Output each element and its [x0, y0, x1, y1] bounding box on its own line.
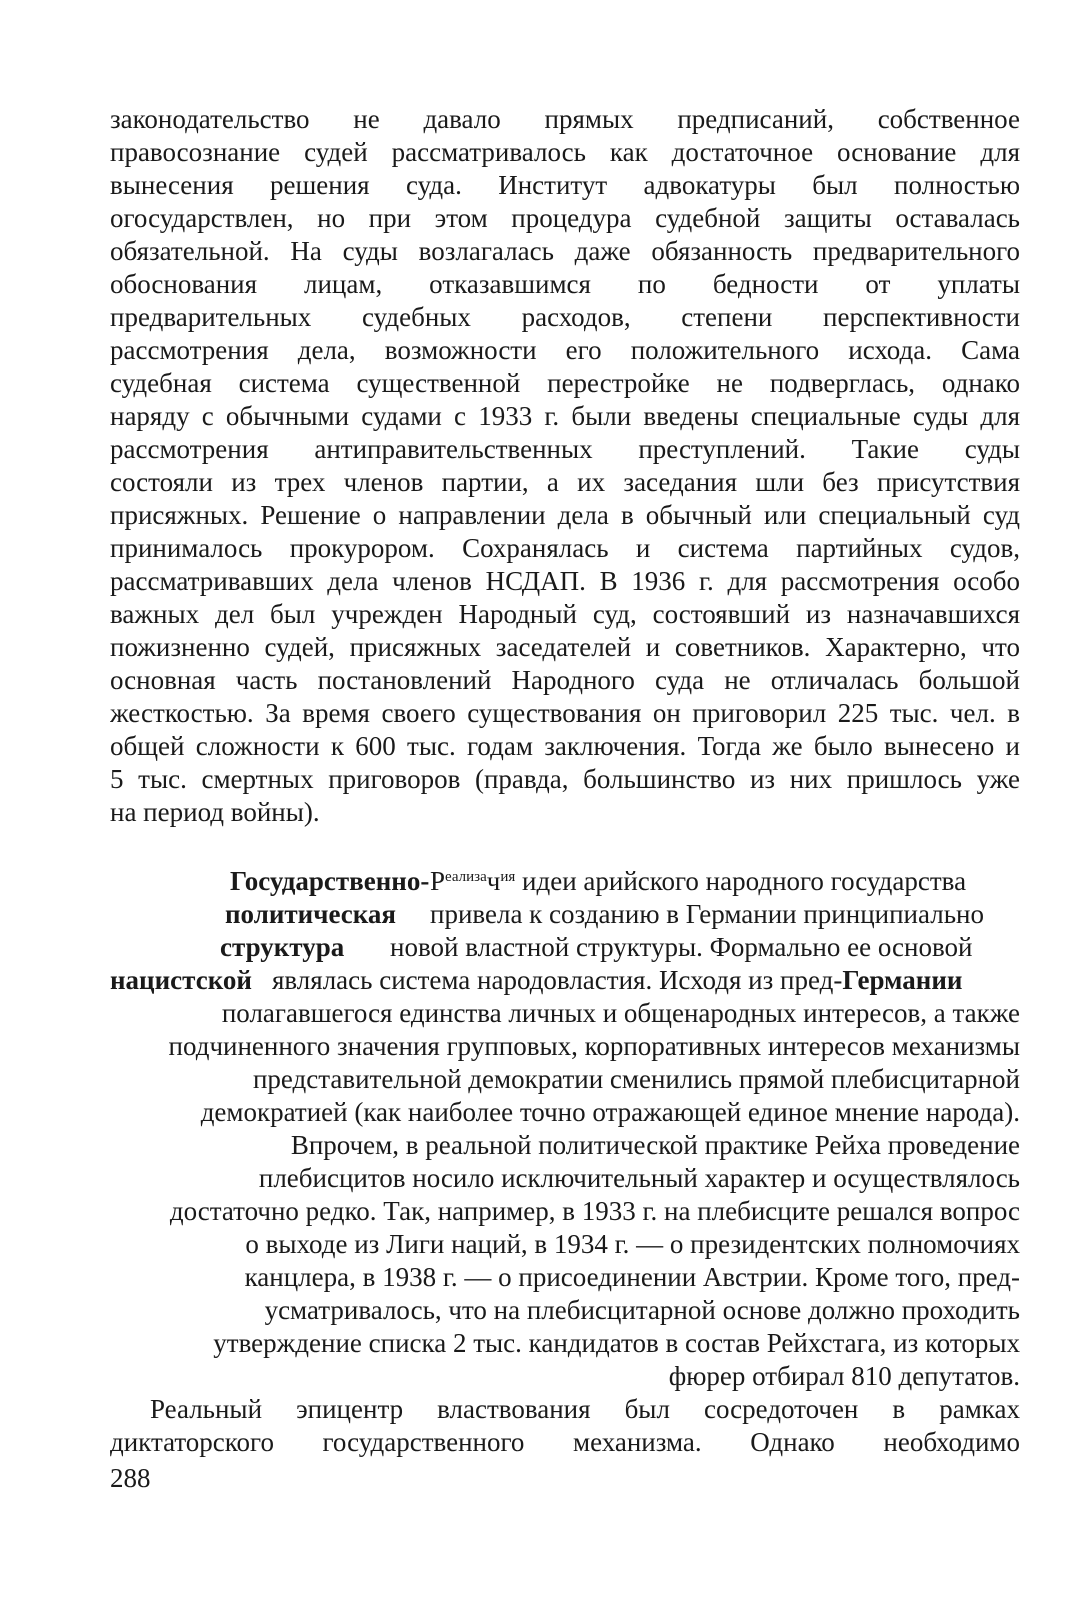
text-line: диктаторского государственного механизма. Однако необходимо [110, 1427, 1020, 1457]
text-line: канцлера, в 1938 г. — о присоединении Австрии. Кроме того, пред- [244, 1262, 1020, 1292]
section-text: привела к созданию в Германии принципиально [430, 899, 984, 929]
section-line [110, 865, 1020, 898]
text-line: присяжных. Решение о направлении дела в обычный или специальный суд [110, 500, 1020, 530]
text-line: важных дел был учрежден Народный суд, состоявший из назначавшихся [110, 599, 1020, 629]
text-line: на период войны). [110, 797, 320, 827]
section-label-part: структура [220, 932, 345, 962]
text-line: полагавшегося единства личных и общенародных интересов, а также [221, 998, 1020, 1028]
section-text-sup: еализа [445, 869, 487, 885]
text-line: усматривалось, что на плебисцитарной основе должно проходить [264, 1295, 1020, 1325]
text-line: о выходе из Лиги наций, в 1934 г. — о президентских полномочиях [245, 1229, 1020, 1259]
section-text-ch: ч [486, 866, 501, 896]
text-line: жесткостью. За время своего существования он приговорил 225 тыс. чел. в [110, 698, 1020, 728]
text-line: рассмотрения дела, возможности его положительного исхода. Сама [110, 335, 1020, 365]
text-line: Реальный эпицентр властвования был сосредоточен в рамках [150, 1394, 1020, 1424]
text-line: утверждение списка 2 тыс. кандидатов в состав Рейхстага, из которых [213, 1328, 1020, 1358]
text-line: представительной демократии сменились прямой плебисцитарной [252, 1064, 1020, 1094]
text-line: обязательной. На суды возлагалась даже обязанность предварительного [110, 236, 1020, 266]
text-line: демократией (как наиболее точно отражающей единое мнение народа). [200, 1097, 1020, 1127]
section-line [110, 964, 1020, 997]
section-text-rest: идеи арийского народного государства [515, 866, 967, 896]
section-text-sup: ия [500, 869, 516, 885]
text-line: рассматривавших дела членов НСДАП. В 1936 г. для рассмотрения особо [110, 566, 1020, 596]
text-line: обоснования лицам, отказавшимся по бедности от уплаты [110, 269, 1020, 299]
section-text-r: Р [430, 866, 446, 896]
page-body [110, 103, 1020, 1459]
text-line: рассмотрения антиправительственных преступлений. Такие суды [110, 434, 1020, 464]
text-line: судебная система существенной перестройке не подверглась, однако [110, 368, 1020, 398]
section-nazi-state-structure [110, 865, 1020, 1393]
text-line: фюрер отбирал 810 депутатов. [668, 1361, 1020, 1391]
text-line: подчиненного значения групповых, корпоративных интересов механизмы [168, 1031, 1020, 1061]
text-line: пожизненно судей, присяжных заседателей и советников. Характерно, что [110, 632, 1020, 662]
section-line [110, 931, 1020, 964]
paragraph-judiciary [110, 103, 1020, 829]
text-line: общей сложности к 600 тыс. годам заключения. Тогда же было вынесено и [110, 731, 1020, 761]
section-label-part: Государственно- [230, 866, 430, 896]
paragraph-power-center [110, 1393, 1020, 1459]
text-line: предварительных судебных расходов, степени перспективности [110, 302, 1020, 332]
section-label-part: политическая [225, 899, 397, 929]
page-number: 288 [110, 1463, 151, 1493]
text-line: состояли из трех членов партии, а их заседания шли без присутствия [110, 467, 1020, 497]
text-line: законодательство не давало прямых предписаний, собственное [110, 104, 1020, 134]
text-line: принималось прокурором. Сохранялась и система партийных судов, [110, 533, 1020, 563]
text-line: вынесения решения суда. Институт адвокатуры был полностью [110, 170, 1020, 200]
text-line: достаточно редко. Так, например, в 1933 г. на плебисците решался вопрос [169, 1196, 1020, 1226]
section-label-part: Германии [842, 965, 963, 995]
paragraph-gap [110, 829, 1020, 865]
text-line: 5 тыс. смертных приговоров (правда, большинство из них пришлось уже [110, 764, 1020, 794]
section-label-part: нацистской [110, 965, 252, 995]
section-text: являлась система народовластия. Исходя из пред- [272, 965, 843, 995]
section-text: новой властной структуры. Формально ее основой [390, 932, 973, 962]
section-line [110, 898, 1020, 931]
text-line: плебисцитов носило исключительный характер и осуществлялось [258, 1163, 1020, 1193]
text-line: правосознание судей рассматривалось как достаточное основание для [110, 137, 1020, 167]
text-line: огосударствлен, но при этом процедура судебной защиты оставалась [110, 203, 1020, 233]
text-line: наряду с обычными судами с 1933 г. были введены специальные суды для [110, 401, 1020, 431]
text-line: основная часть постановлений Народного суда не отличалась большой [110, 665, 1020, 695]
text-line: Впрочем, в реальной политической практике Рейха проведение [290, 1130, 1020, 1160]
